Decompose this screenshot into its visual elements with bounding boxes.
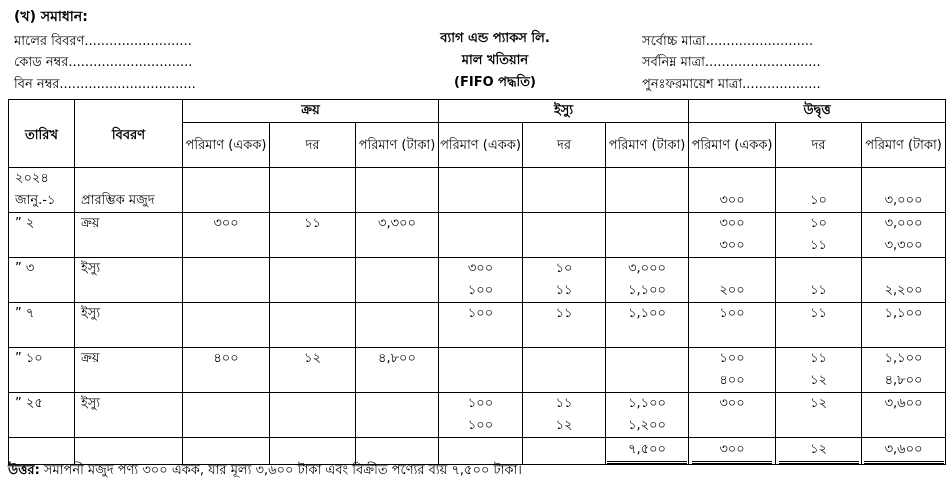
- purchase-rate-header: দর: [270, 123, 356, 168]
- cell-line: ” ৭: [15, 306, 35, 321]
- code-number-field: কোড নম্বর..............................: [14, 55, 193, 70]
- cell-p-qty: [183, 213, 270, 258]
- cell-line: [356, 415, 438, 437]
- cell-line: প্রারম্ভিক মজুদ: [81, 193, 155, 208]
- cell-date: [9, 213, 75, 258]
- cell-desc: [75, 213, 183, 258]
- cell-line: ৩,৬০০: [884, 396, 923, 411]
- cell-line: [183, 190, 269, 212]
- cell-i-rate: [523, 303, 606, 348]
- cell-line: [183, 168, 269, 190]
- cell-line: [270, 258, 355, 280]
- balance-amount-header: পরিমাণ (টাকা): [862, 123, 946, 168]
- cell-line: [606, 325, 688, 347]
- cell-line: [15, 415, 74, 437]
- cell-line: [439, 370, 522, 392]
- cell-line: [606, 213, 688, 235]
- table-row: [9, 303, 946, 348]
- cell-line: ৩,৩০০: [884, 238, 923, 253]
- cell-line: [606, 190, 688, 212]
- cell-line: ক্রয়: [81, 351, 100, 366]
- issue-rate-header: দর: [523, 123, 606, 168]
- cell-i-qty: [439, 213, 523, 258]
- cell-line: [689, 168, 775, 190]
- cell-b-rate: [776, 168, 862, 213]
- cell-line: ১০০: [719, 306, 745, 321]
- cell-line: [270, 370, 355, 392]
- cell-b-amt: [862, 258, 946, 303]
- cell-p-qty: [183, 348, 270, 393]
- cell-b-qty: [689, 348, 776, 393]
- cell-line: ১১: [555, 396, 573, 411]
- cell-line: [439, 235, 522, 257]
- cell-line: ৩০০: [719, 216, 745, 231]
- cell-line: [270, 393, 355, 415]
- cell-line: [81, 235, 182, 257]
- description-header: বিবরণ: [75, 100, 183, 168]
- cell-line: [15, 235, 74, 257]
- cell-line: [776, 325, 861, 347]
- cell-line: ১০০: [467, 283, 494, 298]
- total-i-rate: [523, 438, 606, 465]
- solution-heading: (খ) সমাধান:: [14, 9, 88, 25]
- total-i-amt: [606, 438, 689, 465]
- stores-ledger-table: [8, 99, 946, 465]
- cell-line: ইস্যু: [81, 306, 101, 321]
- cell-desc: [75, 258, 183, 303]
- cell-line: [15, 370, 74, 392]
- cell-line: ১,১০০: [628, 283, 666, 298]
- cell-line: [356, 258, 438, 280]
- cell-line: [183, 325, 269, 347]
- cell-line: [356, 168, 438, 190]
- cell-i-qty: [439, 168, 523, 213]
- cell-date: [9, 348, 75, 393]
- cell-line: [356, 325, 438, 347]
- cell-line: ১,১০০: [884, 351, 923, 366]
- cell-line: [356, 303, 438, 325]
- total-b-rate: [776, 438, 862, 465]
- cell-line: [439, 325, 522, 347]
- table-row: [9, 213, 946, 258]
- cell-line: [270, 303, 355, 325]
- cell-line: ৪,৮০০: [884, 373, 923, 388]
- cell-line: [689, 415, 775, 437]
- cell-line: ৩,৩০০: [378, 216, 416, 231]
- cell-line: [270, 325, 355, 347]
- cell-line: [523, 325, 605, 347]
- cell-line: ” ২: [15, 216, 35, 231]
- cell-i-amt: [606, 348, 689, 393]
- cell-line: [523, 370, 605, 392]
- cell-line: [862, 168, 945, 190]
- cell-line: [523, 348, 605, 370]
- table-row: [9, 258, 946, 303]
- reorder-level-field: পুনঃফরমায়েশ মাত্রা...................: [642, 77, 821, 92]
- cell-b-qty: [689, 213, 776, 258]
- goods-description-field: মালের বিবরণ..........................: [14, 34, 192, 49]
- bin-number-field: বিন নম্বর.................................: [14, 77, 196, 92]
- cell-line: ১২: [304, 351, 321, 366]
- cell-line: ১১: [555, 283, 573, 298]
- cell-line: ” ১০: [15, 351, 43, 366]
- cell-line: ৩০০: [467, 261, 494, 276]
- maximum-level-field: সর্বোচ্চ মাত্রা..........................: [642, 34, 814, 49]
- cell-line: [81, 370, 182, 392]
- cell-line: [356, 190, 438, 212]
- cell-p-rate: [270, 213, 356, 258]
- cell-line: [356, 235, 438, 257]
- cell-line: ১২: [810, 373, 827, 388]
- cell-p-amt: [356, 258, 439, 303]
- cell-line: [523, 168, 605, 190]
- cell-date: [9, 168, 75, 213]
- cell-p-rate: [270, 303, 356, 348]
- cell-line: জানু.-১: [15, 193, 56, 208]
- cell-line: ইস্যু: [81, 261, 101, 276]
- balance-qty-header: পরিমাণ (একক): [689, 123, 776, 168]
- cell-line: ২,২০০: [884, 283, 923, 298]
- cell-line: [356, 393, 438, 415]
- cell-line: [81, 325, 182, 347]
- cell-line: ১,১০০: [628, 306, 666, 321]
- cell-b-amt: [862, 303, 946, 348]
- cell-line: ইস্যু: [81, 396, 101, 411]
- cell-line: ৩,০০০: [628, 261, 667, 276]
- cell-line: ৩০০: [719, 238, 745, 253]
- cell-i-amt: [606, 393, 689, 438]
- cell-line: ২০০: [719, 283, 745, 298]
- cell-line: [15, 280, 74, 302]
- cell-i-amt: [606, 213, 689, 258]
- cell-p-rate: [270, 393, 356, 438]
- cell-line: [606, 370, 688, 392]
- cell-b-rate: [776, 258, 862, 303]
- cell-line: [776, 258, 861, 280]
- total-value: ৩,৬০০: [864, 440, 944, 464]
- company-name: ব্যাগ এন্ড প্যাকস লি.: [440, 31, 550, 46]
- cell-line: ১১: [810, 351, 827, 366]
- cell-line: [689, 258, 775, 280]
- cell-line: [439, 168, 522, 190]
- issue-amount-header: পরিমাণ (টাকা): [606, 123, 689, 168]
- cell-line: ১১: [810, 238, 827, 253]
- cell-b-rate: [776, 213, 862, 258]
- minimum-level-field: সর্বনিম্ন মাত্রা............................: [642, 55, 821, 70]
- cell-b-rate: [776, 303, 862, 348]
- cell-line: ১০: [810, 193, 827, 208]
- total-b-amt: [862, 438, 946, 465]
- cell-i-amt: [606, 168, 689, 213]
- cell-p-qty: [183, 303, 270, 348]
- cell-line: [183, 370, 269, 392]
- ledger-body: [9, 168, 946, 465]
- cell-line: ১২: [555, 418, 573, 433]
- purchase-amount-header: পরিমাণ (টাকা): [356, 123, 439, 168]
- cell-line: [689, 325, 775, 347]
- cell-line: ২০২৪: [15, 171, 49, 186]
- cell-line: ৩০০: [719, 193, 745, 208]
- total-b-qty: [689, 438, 776, 465]
- cell-line: [81, 168, 182, 190]
- cell-i-amt: [606, 258, 689, 303]
- cell-b-rate: [776, 348, 862, 393]
- total-value: ৭,৫০০: [607, 440, 687, 464]
- cell-line: [270, 280, 355, 302]
- cell-b-qty: [689, 168, 776, 213]
- cell-i-rate: [523, 213, 606, 258]
- cell-line: [356, 370, 438, 392]
- cell-line: [439, 190, 522, 212]
- cell-line: ১০০: [467, 396, 494, 411]
- table-row: [9, 393, 946, 438]
- cell-p-rate: [270, 348, 356, 393]
- cell-line: ১,১০০: [884, 306, 923, 321]
- cell-p-amt: [356, 303, 439, 348]
- cell-line: [439, 348, 522, 370]
- cell-date: [9, 393, 75, 438]
- cell-line: [776, 415, 861, 437]
- cell-i-rate: [523, 258, 606, 303]
- cell-i-qty: [439, 348, 523, 393]
- cell-b-qty: [689, 258, 776, 303]
- table-row: [9, 348, 946, 393]
- cell-b-amt: [862, 213, 946, 258]
- cell-p-qty: [183, 258, 270, 303]
- cell-line: ১২: [810, 396, 827, 411]
- cell-line: [606, 235, 688, 257]
- cell-i-rate: [523, 348, 606, 393]
- cell-i-amt: [606, 303, 689, 348]
- date-header: তারিখ: [9, 100, 75, 168]
- cell-p-amt: [356, 393, 439, 438]
- cell-line: [523, 213, 605, 235]
- cell-desc: [75, 303, 183, 348]
- cell-line: [776, 168, 861, 190]
- cell-line: [81, 280, 182, 302]
- cell-i-qty: [439, 393, 523, 438]
- method-title: (FIFO পদ্ধতি): [454, 75, 536, 90]
- total-value: ৩০০: [692, 440, 772, 464]
- cell-line: [862, 415, 945, 437]
- cell-line: [183, 415, 269, 437]
- cell-b-amt: [862, 393, 946, 438]
- cell-p-rate: [270, 258, 356, 303]
- cell-line: ১০: [555, 261, 573, 276]
- cell-line: ১,২০০: [628, 418, 666, 433]
- cell-line: [183, 393, 269, 415]
- answer-line: [8, 461, 522, 482]
- cell-b-qty: [689, 393, 776, 438]
- cell-line: [15, 325, 74, 347]
- cell-p-amt: [356, 168, 439, 213]
- cell-line: [270, 235, 355, 257]
- cell-line: ৪,৮০০: [378, 351, 416, 366]
- cell-line: ৩০০: [719, 396, 745, 411]
- cell-line: [183, 235, 269, 257]
- purchase-qty-header: পরিমাণ (একক): [183, 123, 270, 168]
- cell-i-qty: [439, 258, 523, 303]
- cell-i-rate: [523, 393, 606, 438]
- cell-line: ১০০: [467, 306, 494, 321]
- cell-line: ” ২৫: [15, 396, 43, 411]
- purchase-header: ক্রয়: [183, 100, 439, 123]
- cell-b-rate: [776, 393, 862, 438]
- cell-line: [270, 168, 355, 190]
- cell-line: [439, 213, 522, 235]
- cell-b-amt: [862, 348, 946, 393]
- cell-line: ১১: [810, 306, 827, 321]
- cell-b-qty: [689, 303, 776, 348]
- cell-line: ১০: [810, 216, 827, 231]
- issue-qty-header: পরিমাণ (একক): [439, 123, 523, 168]
- cell-line: ৩,০০০: [884, 216, 923, 231]
- cell-line: ” ৩: [15, 261, 35, 276]
- cell-line: [523, 235, 605, 257]
- cell-line: ১১: [304, 216, 321, 231]
- balance-header: উদ্বৃত্ত: [689, 100, 946, 123]
- cell-date: [9, 258, 75, 303]
- cell-desc: [75, 168, 183, 213]
- cell-i-qty: [439, 303, 523, 348]
- cell-line: [356, 280, 438, 302]
- answer-text: সমাপনী মজুদ পণ্য ৩০০ একক, যার মূল্য ৩,৬০০ টাকা এবং বিক্রীত পণ্যের ব্যয় ৭,৫০০ টাকা।: [39, 463, 522, 478]
- cell-line: ১১: [810, 283, 827, 298]
- cell-line: ৩০০: [213, 216, 239, 231]
- cell-line: ৩,০০০: [884, 193, 923, 208]
- table-row: [9, 168, 946, 213]
- cell-line: ক্রয়: [81, 216, 100, 231]
- cell-line: ১০০: [467, 418, 494, 433]
- cell-line: [862, 258, 945, 280]
- cell-p-qty: [183, 393, 270, 438]
- cell-line: ৪০০: [213, 351, 239, 366]
- ledger-title: মাল খতিয়ান: [461, 53, 529, 68]
- cell-p-qty: [183, 168, 270, 213]
- cell-line: [606, 348, 688, 370]
- balance-rate-header: দর: [776, 123, 862, 168]
- cell-line: ১১: [555, 306, 573, 321]
- cell-line: ১,১০০: [628, 396, 666, 411]
- cell-desc: [75, 348, 183, 393]
- cell-p-amt: [356, 348, 439, 393]
- cell-line: ৪০০: [719, 373, 745, 388]
- cell-p-rate: [270, 168, 356, 213]
- cell-line: [81, 415, 182, 437]
- issue-header: ইস্যু: [439, 100, 689, 123]
- cell-i-rate: [523, 168, 606, 213]
- cell-line: [270, 415, 355, 437]
- total-value: ১২: [779, 440, 859, 464]
- cell-line: [183, 258, 269, 280]
- cell-line: [183, 280, 269, 302]
- cell-date: [9, 303, 75, 348]
- cell-line: [862, 325, 945, 347]
- cell-desc: [75, 393, 183, 438]
- cell-p-amt: [356, 213, 439, 258]
- cell-line: [606, 168, 688, 190]
- cell-line: ১০০: [719, 351, 745, 366]
- cell-b-amt: [862, 168, 946, 213]
- cell-line: [270, 190, 355, 212]
- cell-line: [183, 303, 269, 325]
- answer-label: উত্তর:: [8, 463, 40, 478]
- cell-line: [523, 190, 605, 212]
